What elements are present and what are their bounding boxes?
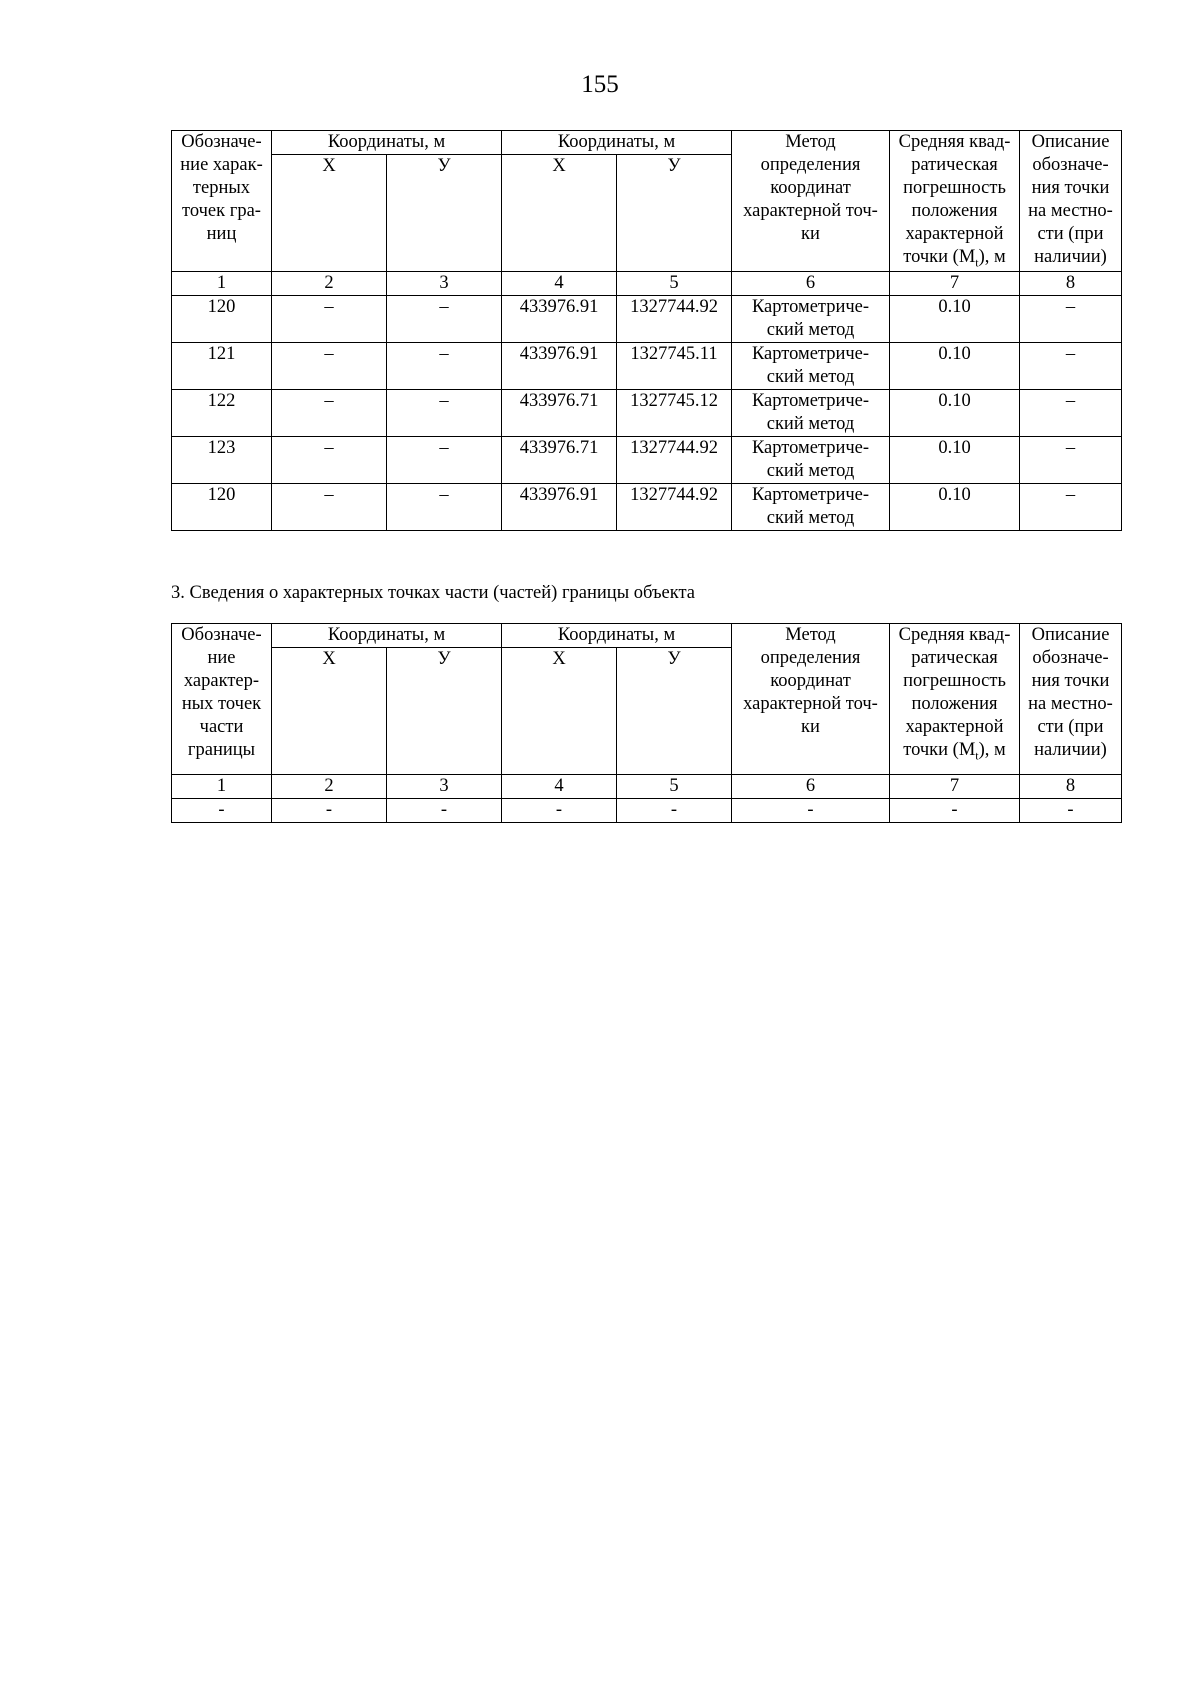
header-x: Х xyxy=(272,648,387,775)
column-number: 8 xyxy=(1020,272,1122,296)
table-row xyxy=(172,799,1122,823)
point-id: 120 xyxy=(172,296,272,343)
mean-error: 0.10 xyxy=(890,390,1020,437)
description: – xyxy=(1020,437,1122,484)
y-old: - xyxy=(387,799,502,823)
boundary-part-points-table xyxy=(171,623,1122,823)
method: Картометриче- ский метод xyxy=(732,296,890,343)
y-new: 1327744.92 xyxy=(617,296,732,343)
x-new: 433976.71 xyxy=(502,390,617,437)
column-number: 4 xyxy=(502,775,617,799)
description: – xyxy=(1020,343,1122,390)
column-number: 2 xyxy=(272,272,387,296)
method: Картометриче- ский метод xyxy=(732,343,890,390)
column-number: 6 xyxy=(732,775,890,799)
y-old: – xyxy=(387,484,502,531)
header-method: Метод определения координат характерной точ- ки xyxy=(732,131,890,272)
description: – xyxy=(1020,390,1122,437)
section-heading: 3. Сведения о характерных точках части (частей) границы объекта xyxy=(171,583,696,603)
header-coordinates-group: Координаты, м xyxy=(502,131,732,155)
method: - xyxy=(732,799,890,823)
header-x: Х xyxy=(502,155,617,272)
header-designation: Обозначе- ние характер- ных точек части границы xyxy=(172,624,272,775)
point-id: 121 xyxy=(172,343,272,390)
header-x: Х xyxy=(502,648,617,775)
boundary-points-table xyxy=(171,130,1122,531)
header-designation: Обозначе- ние харак- терных точек гра- ниц xyxy=(172,131,272,272)
x-old: – xyxy=(272,390,387,437)
column-number-row xyxy=(172,775,1122,799)
y-old: – xyxy=(387,437,502,484)
table-row xyxy=(172,437,1122,484)
mean-error: 0.10 xyxy=(890,296,1020,343)
point-id: - xyxy=(172,799,272,823)
header-row xyxy=(172,624,1122,648)
point-id: 120 xyxy=(172,484,272,531)
x-old: – xyxy=(272,343,387,390)
description: - xyxy=(1020,799,1122,823)
mean-error: 0.10 xyxy=(890,484,1020,531)
header-y: У xyxy=(617,648,732,775)
x-old: – xyxy=(272,437,387,484)
column-number: 5 xyxy=(617,775,732,799)
x-old: – xyxy=(272,296,387,343)
header-y: У xyxy=(387,155,502,272)
column-number: 2 xyxy=(272,775,387,799)
header-y: У xyxy=(617,155,732,272)
point-id: 122 xyxy=(172,390,272,437)
table-row xyxy=(172,296,1122,343)
table-row xyxy=(172,484,1122,531)
y-old: – xyxy=(387,343,502,390)
column-number-row xyxy=(172,272,1122,296)
header-error: Средняя квад- ратическая погрешность положения характерной точки $(M_t)$, м xyxy=(890,131,1020,272)
y-new: 1327745.11 xyxy=(617,343,732,390)
mean-error: - xyxy=(890,799,1020,823)
column-number: 3 xyxy=(387,775,502,799)
x-new: 433976.91 xyxy=(502,343,617,390)
y-new: - xyxy=(617,799,732,823)
x-new: 433976.91 xyxy=(502,296,617,343)
x-old: - xyxy=(272,799,387,823)
column-number: 7 xyxy=(890,775,1020,799)
header-coordinates-group: Координаты, м xyxy=(502,624,732,648)
method: Картометриче- ский метод xyxy=(732,484,890,531)
header-coordinates-group: Координаты, м xyxy=(272,131,502,155)
column-number: 5 xyxy=(617,272,732,296)
header-x: Х xyxy=(272,155,387,272)
description: – xyxy=(1020,296,1122,343)
y-new: 1327744.92 xyxy=(617,437,732,484)
header-method: Метод определения координат характерной точ- ки xyxy=(732,624,890,775)
table-row xyxy=(172,343,1122,390)
header-row xyxy=(172,131,1122,155)
column-number: 3 xyxy=(387,272,502,296)
x-old: – xyxy=(272,484,387,531)
table-row xyxy=(172,390,1122,437)
column-number: 7 xyxy=(890,272,1020,296)
y-new: 1327744.92 xyxy=(617,484,732,531)
header-coordinates-group: Координаты, м xyxy=(272,624,502,648)
description: – xyxy=(1020,484,1122,531)
mean-error: 0.10 xyxy=(890,343,1020,390)
column-number: 6 xyxy=(732,272,890,296)
header-description: Описание обозначе- ния точки на местно- сти (при наличии) xyxy=(1020,624,1122,775)
y-old: – xyxy=(387,296,502,343)
column-number: 1 xyxy=(172,775,272,799)
mean-error: 0.10 xyxy=(890,437,1020,484)
x-new: 433976.91 xyxy=(502,484,617,531)
header-y: У xyxy=(387,648,502,775)
column-number: 1 xyxy=(172,272,272,296)
y-old: – xyxy=(387,390,502,437)
method: Картометриче- ский метод xyxy=(732,437,890,484)
x-new: 433976.71 xyxy=(502,437,617,484)
method: Картометриче- ский метод xyxy=(732,390,890,437)
point-id: 123 xyxy=(172,437,272,484)
header-error: Средняя квад- ратическая погрешность положения характерной точки $(M_t)$, м xyxy=(890,624,1020,775)
column-number: 8 xyxy=(1020,775,1122,799)
y-new: 1327745.12 xyxy=(617,390,732,437)
column-number: 4 xyxy=(502,272,617,296)
header-description: Описание обозначе- ния точки на местно- сти (при наличии) xyxy=(1020,131,1122,272)
page-number: 155 xyxy=(581,71,619,98)
x-new: - xyxy=(502,799,617,823)
